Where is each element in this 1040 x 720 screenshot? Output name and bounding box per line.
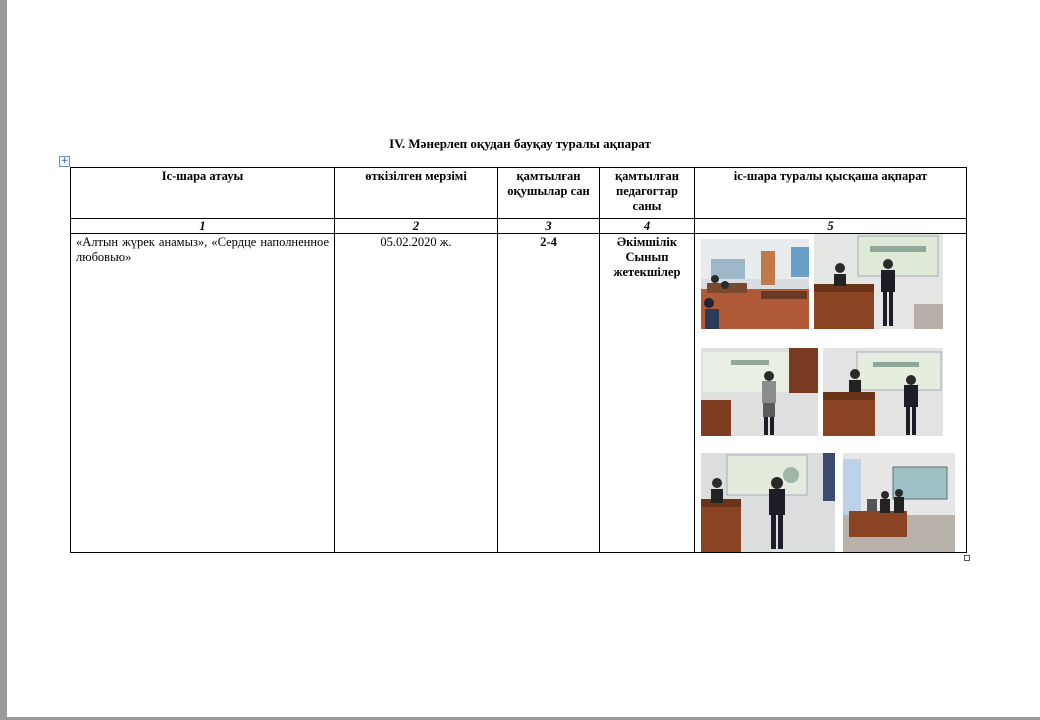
table-resize-handle[interactable] — [964, 555, 970, 561]
teachers-line: Сынып — [625, 250, 669, 264]
teachers-line: Әкімшілік — [616, 235, 678, 249]
header-date: өткізілген мерзімі — [335, 168, 498, 219]
column-number: 1 — [71, 219, 335, 234]
table-move-handle-icon[interactable]: + — [60, 156, 69, 166]
header-event-name: Іс-шара атауы — [71, 168, 335, 219]
document-title: IV. Мәнерлеп оқудан бауқау туралы ақпарат — [389, 136, 651, 151]
column-number: 2 — [335, 219, 498, 234]
page-left-edge — [0, 0, 7, 720]
classroom-wide-photo — [843, 453, 955, 552]
info-table — [70, 167, 967, 553]
column-number: 3 — [498, 219, 600, 234]
student-standing-photo — [823, 348, 943, 436]
column-number: 4 — [600, 219, 695, 234]
event-date-cell: 05.02.2020 ж. — [335, 234, 498, 553]
teachers-cell — [600, 234, 695, 553]
table-header-row — [71, 168, 967, 219]
event-name-cell: «Алтын жүрек анамыз», «Сердце наполненное любовью» — [71, 234, 335, 553]
student-reciting-photo — [814, 234, 943, 329]
header-teachers: қамтылған педагогтар саны — [600, 168, 695, 219]
column-number-row — [71, 219, 967, 234]
header-summary: іс-шара туралы қысқаша ақпарат — [695, 168, 967, 219]
header-students: қамтылған оқушылар сан — [498, 168, 600, 219]
student-presenting-photo — [701, 348, 818, 436]
classroom-audience-photo — [701, 239, 809, 329]
event-photos-cell — [695, 234, 967, 553]
student-speaking-photo — [701, 453, 835, 552]
table-row — [71, 234, 967, 553]
teachers-line: жетекшілер — [613, 265, 681, 279]
students-count-cell: 2-4 — [498, 234, 600, 553]
column-number: 5 — [695, 219, 967, 234]
